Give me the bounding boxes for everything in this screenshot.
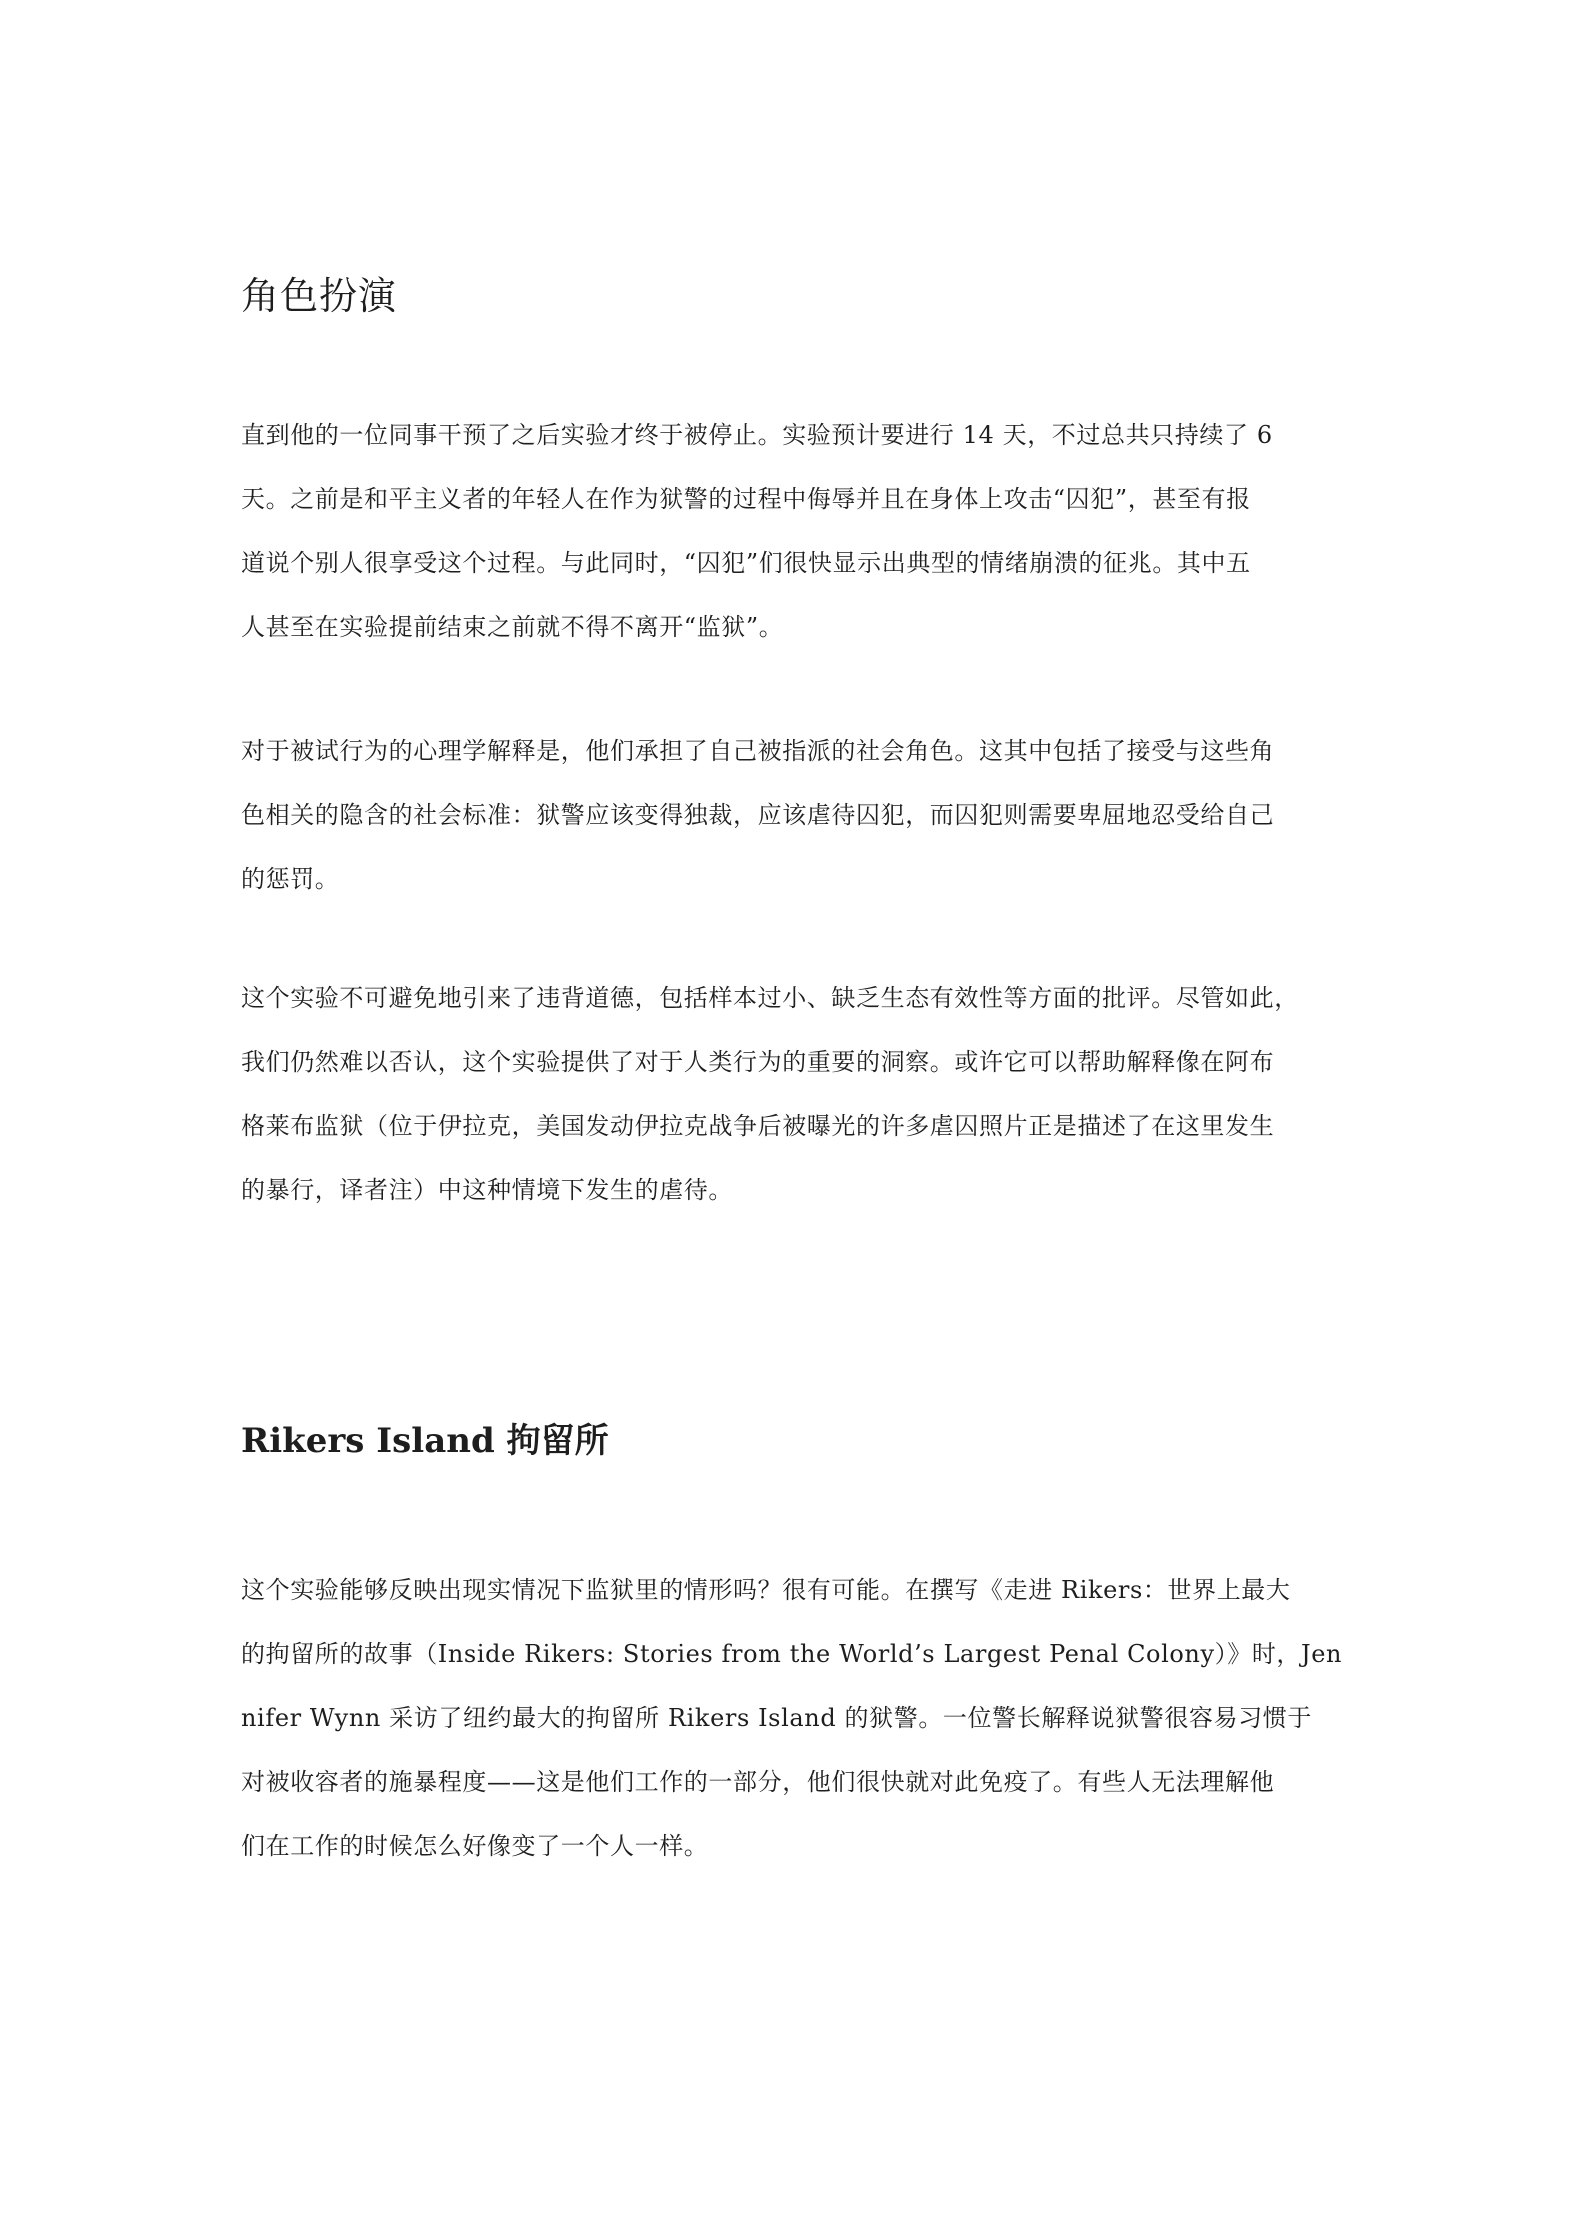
text-line: 对于被试行为的心理学解释是，他们承担了自己被指派的社会角色。这其中包括了接受与这些角: [241, 737, 1275, 765]
text-line: 的暴行，译者注）中这种情境下发生的虐待。: [241, 1176, 733, 1204]
text-line: 的拘留所的故事（Inside Rikers: Stories from the World’s Largest Penal Colony）》时，Jen: [241, 1640, 1343, 1668]
section-heading-role-play: 角色扮演: [241, 274, 398, 318]
text-line: 这个实验能够反映出现实情况下监狱里的情形吗？很有可能。在撰写《走进 Rikers：世界上最大: [241, 1576, 1291, 1604]
text-line: 这个实验不可避免地引来了违背道德，包括样本过小、缺乏生态有效性等方面的批评。尽管如此，: [241, 984, 1299, 1012]
section-heading-rikers-island: Rikers Island 拘留所: [241, 1421, 609, 1461]
text-line: 天。之前是和平主义者的年轻人在作为狱警的过程中侮辱并且在身体上攻击“囚犯”，甚至有报: [241, 485, 1251, 513]
text-line: nifer Wynn 采访了纽约最大的拘留所 Rikers Island 的狱警。一位警长解释说狱警很容易习惯于: [241, 1704, 1312, 1732]
text-line: 道说个别人很享受这个过程。与此同时，“囚犯”们很快显示出典型的情绪崩溃的征兆。其中五: [241, 549, 1251, 577]
text-line: 色相关的隐含的社会标准：狱警应该变得独裁，应该虐待囚犯，而囚犯则需要卑屈地忍受给自己: [241, 801, 1275, 829]
text-line: 们在工作的时候怎么好像变了一个人一样。: [241, 1832, 709, 1860]
text-line: 直到他的一位同事干预了之后实验才终于被停止。实验预计要进行 14 天，不过总共只持续了 6: [241, 421, 1273, 449]
text-line: 对被收容者的施暴程度——这是他们工作的一部分，他们很快就对此免疫了。有些人无法理解他: [241, 1768, 1275, 1796]
text-line: 的惩罚。: [241, 865, 340, 893]
paragraph: [241, 719, 1351, 911]
paragraph: [241, 403, 1351, 659]
paragraph: [241, 966, 1351, 1222]
text-line: 我们仍然难以否认，这个实验提供了对于人类行为的重要的洞察。或许它可以帮助解释像在阿布: [241, 1048, 1275, 1076]
paragraph: [241, 1558, 1351, 1878]
text-line: 人甚至在实验提前结束之前就不得不离开“监狱”。: [241, 613, 784, 641]
text-line: 格莱布监狱（位于伊拉克，美国发动伊拉克战争后被曝光的许多虐囚照片正是描述了在这里发生: [241, 1112, 1275, 1140]
